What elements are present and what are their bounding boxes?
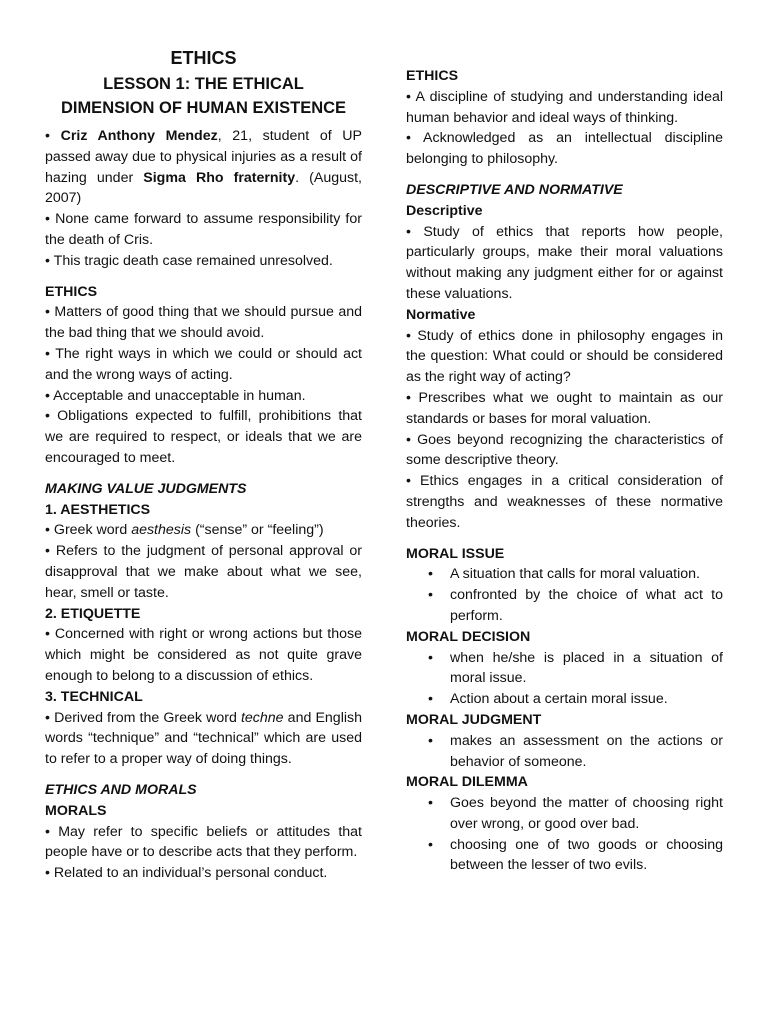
- ethics-morals-heading: ETHICS AND MORALS: [45, 781, 197, 798]
- lesson-title-line2: DIMENSION OF HUMAN EXISTENCE: [60, 99, 347, 117]
- list-item: • when he/she is placed in a situation of moral issue.: [450, 648, 723, 690]
- intro-text: , 21, student of UP passed away due to physical injuries as a result of hazing under: [45, 128, 362, 186]
- list-item: • makes an assessment on the actions or behavior of someone.: [450, 731, 723, 773]
- ethics-heading: ETHICS: [45, 283, 98, 300]
- normative-heading: Normative: [406, 306, 476, 323]
- moral-judgment-list: [406, 731, 723, 773]
- ethics-item: • Acceptable and unacceptable in human.: [45, 387, 306, 404]
- morals-heading: MORALS: [45, 802, 107, 819]
- list-item: • Goes beyond the matter of choosing right over wrong, or good over bad.: [450, 793, 723, 835]
- aesthetics-heading: 1. AESTHETICS: [45, 501, 151, 518]
- normative-item: • Ethics engages in a critical consideration of strengths and weaknesses of these normative theories.: [406, 473, 723, 531]
- moral-dilemma-list: [406, 793, 723, 876]
- victim-name: Criz Anthony Mendez: [60, 128, 218, 144]
- morals-item: • Related to an individual’s personal conduct.: [45, 865, 328, 882]
- normative-item: • Goes beyond recognizing the characteristics of some descriptive theory.: [406, 431, 723, 469]
- moral-dilemma-heading: MORAL DILEMMA: [406, 774, 528, 791]
- technical-text: and English words “technique” and “technical” which are used to refer to a proper way of doing things.: [45, 709, 362, 768]
- ethics-definition-heading: ETHICS: [406, 68, 459, 84]
- ethics-item: • Matters of good thing that we should pursue and the bad thing that we should avoid.: [45, 304, 362, 342]
- aesthesis-term: aesthesis: [131, 522, 192, 539]
- moral-judgment-heading: MORAL JUDGMENT: [406, 711, 542, 728]
- descriptive-heading: Descriptive: [406, 202, 483, 219]
- bullet: •: [45, 128, 61, 144]
- intro-date: . (August, 2007): [45, 169, 362, 207]
- aesthetics-item: • Refers to the judgment of personal approval or disapproval that we make about what we see, hear, smell or taste.: [45, 543, 362, 601]
- aesthetics-text: (“sense” or “feeling”): [191, 522, 324, 539]
- lesson-title-line1: LESSON 1: THE ETHICAL: [103, 75, 304, 93]
- list-item: • Action about a certain moral issue.: [450, 689, 723, 710]
- descriptive-item: • Study of ethics that reports how people, particularly groups, make their moral valuations without making any judgment either for or against these valuations.: [406, 223, 723, 302]
- moral-decision-heading: MORAL DECISION: [406, 628, 531, 645]
- intro-paragraph-3: • This tragic death case remained unresolved.: [45, 252, 333, 269]
- technical-text: • Derived from the Greek word: [45, 709, 241, 726]
- ethics-item: • The right ways in which we could or should act and the wrong ways of acting.: [45, 345, 362, 383]
- right-column: [406, 66, 723, 876]
- normative-item: • Study of ethics done in philosophy engages in the question: What could or should be considered as the right way of acting?: [406, 327, 723, 386]
- intro-paragraph-2: • None came forward to assume responsibility for the death of Cris.: [45, 211, 362, 248]
- fraternity-name: Sigma Rho fraternity: [143, 169, 296, 186]
- technical-heading: 3. TECHNICAL: [45, 688, 143, 705]
- page-title: ETHICS: [170, 48, 237, 68]
- value-judgments-heading: MAKING VALUE JUDGMENTS: [45, 480, 247, 497]
- techne-term: techne: [240, 709, 284, 726]
- intro-paragraph-1: [45, 126, 362, 209]
- etiquette-item: • Concerned with right or wrong actions but those which might be considered as not quite grave enough to belong to a discussion of ethics.: [45, 626, 362, 684]
- ethics-definition-item: • A discipline of studying and understanding ideal human behavior and ideal ways of thinking.: [406, 88, 723, 126]
- etiquette-heading: 2. ETIQUETTE: [45, 605, 141, 622]
- normative-item: • Prescribes what we ought to maintain as our standards or bases for moral valuation.: [406, 389, 723, 427]
- moral-decision-list: [406, 648, 723, 710]
- list-item: • confronted by the choice of what act to perform.: [450, 585, 723, 627]
- ethics-item: • Obligations expected to fulfill, prohibitions that we are required to respect, or ideals that we are encouraged to meet.: [45, 408, 362, 466]
- left-column: [45, 44, 362, 884]
- descriptive-normative-heading: DESCRIPTIVE AND NORMATIVE: [406, 181, 623, 198]
- aesthetics-text: • Greek word: [45, 522, 132, 539]
- list-item: • choosing one of two goods or choosing between the lesser of two evils.: [450, 835, 723, 877]
- moral-issue-list: [406, 564, 723, 626]
- technical-item: [45, 708, 362, 770]
- moral-issue-heading: MORAL ISSUE: [406, 545, 505, 562]
- list-item: • A situation that calls for moral valuation.: [450, 564, 723, 585]
- ethics-definition-item: • Acknowledged as an intellectual discipline belonging to philosophy.: [406, 130, 723, 168]
- aesthetics-item: [45, 520, 362, 541]
- morals-item: • May refer to specific beliefs or attitudes that people have or to describe acts that they perform.: [45, 823, 362, 861]
- lesson-title: [45, 72, 362, 120]
